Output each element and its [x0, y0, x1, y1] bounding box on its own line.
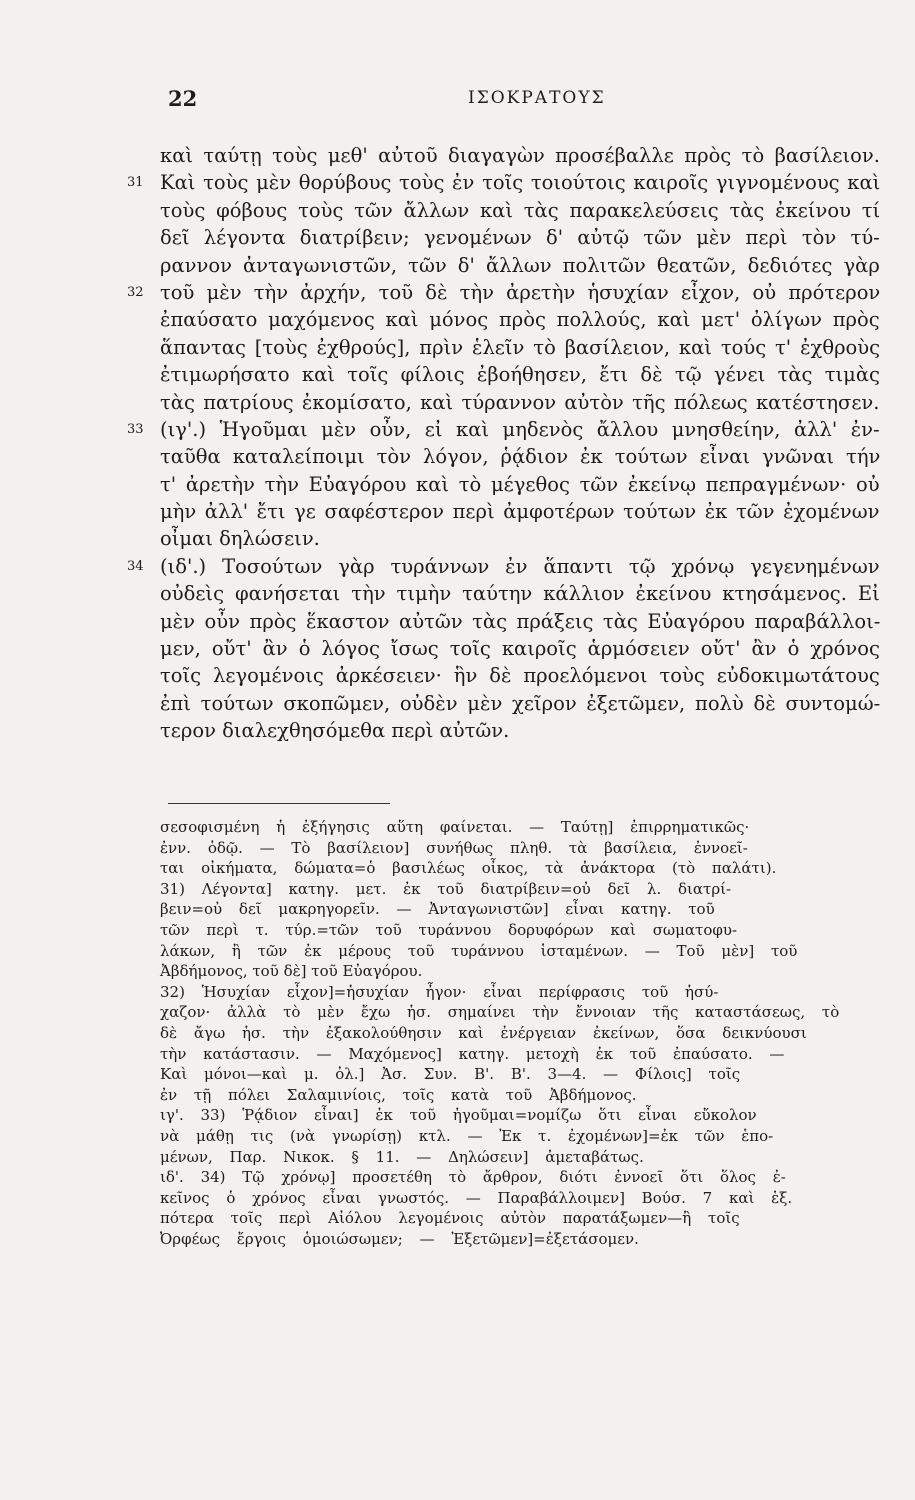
section-number: 31 — [127, 175, 144, 191]
footnote-line: 31) Λέγοντα] κατηγ. μετ. ἐκ τοῦ διατρίβειν=οὐ δεῖ λ. διατρί- — [160, 879, 732, 898]
text-line — [127, 553, 890, 580]
line-text: οἶμαι δηλώσειν. — [160, 527, 320, 551]
footnote-line: ται οἰκήματα, δώματα=ὁ βασιλέως οἶκος, τὰ ἀνάκτορα (τὸ παλάτι). — [160, 859, 777, 878]
footnote-line: 32) Ἡσυχίαν εἶχον]=ἡσυχίαν ἦγον· εἶναι περίφρασις τοῦ ἡσύ- — [160, 982, 719, 1001]
line-text: (ιδ'.) Τοσούτων γὰρ τυράννων ἐν ἅπαντι τῷ χρόνῳ γεγενημένων — [160, 554, 880, 578]
text-line — [127, 169, 890, 196]
footnotes — [160, 817, 890, 1249]
section-number: 34 — [127, 558, 144, 574]
footnote-line: νὰ μάθῃ τις (νὰ γνωρίσῃ) κτλ. — Ἐκ τ. ἐχομένων]=ἐκ τῶν ἑπο- — [160, 1126, 774, 1145]
footnote-line: τῶν περὶ τ. τύρ.=τῶν τοῦ τυράννου δορυφόρων καὶ σωματοφυ- — [160, 920, 738, 939]
line-text: μὲν οὖν πρὸς ἕκαστον αὐτῶν τὰς πράξεις τὰς Εὐαγόρου παραβάλλοι- — [160, 609, 881, 633]
footnote-line: ἐν τῇ πόλει Σαλαμινίοις, τοῖς κατὰ τοῦ Ἀβδήμονος. — [160, 1085, 637, 1104]
line-text: τ' ἀρετὴν τὴν Εὐαγόρου καὶ τὸ μέγεθος τῶν ἐκείνῳ πεπραγμένων· οὐ — [160, 472, 880, 496]
text-line — [160, 608, 890, 635]
line-text: ἐπὶ τούτων σκοπῶμεν, οὐδὲν μὲν χεῖρον ἐξετῶμεν, πολὺ δὲ συντομώ- — [160, 691, 881, 715]
footnote-line: Καὶ μόνοι—καὶ μ. ὀλ.] Ἀσ. Συν. Β'. Β'. 3—4. — Φίλοις] τοῖς — [160, 1065, 741, 1084]
text-line — [160, 471, 890, 498]
line-text: ραννον ἀνταγωνιστῶν, τῶν δ' ἄλλων πολιτῶν θεατῶν, δεδιότες γὰρ — [160, 253, 880, 277]
text-line — [160, 224, 890, 251]
footnote-rule — [168, 803, 390, 804]
page-header — [168, 86, 883, 116]
footnote-line: χαζον· ἀλλὰ τὸ μὲν ἔχω ἡσ. σημαίνει τὴν ἔννοιαν τῆς καταστάσεως, τὸ — [160, 1003, 840, 1022]
line-text: Καὶ τοὺς μὲν θορύβους τοὺς ἐν τοῖς τοιούτοις καιροῖς γιγνομένους καὶ — [160, 171, 881, 195]
text-line — [160, 580, 890, 607]
footnote-line: βειν=οὐ δεῖ μακρηγορεῖν. — Ἀνταγωνιστῶν] εἶναι κατηγ. τοῦ — [160, 900, 715, 919]
line-text: ταῦθα καταλείποιμι τὸν λόγον, ῥᾴδιον ἐκ τούτων εἶναι γνῶναι τήν — [160, 445, 881, 469]
line-text: τὰς πατρίους ἐκομίσατο, καὶ τύραννον αὐτὸν τῆς πόλεως κατέστησεν. — [160, 390, 880, 414]
text-line — [160, 498, 890, 525]
footnote-line: λάκων, ἢ τῶν ἐκ μέρους τοῦ τυράννου ἱσταμένων. — Τοῦ μὲν] τοῦ — [160, 941, 798, 960]
text-line — [160, 197, 890, 224]
footnote-line: ιγ'. 33) Ῥᾴδιον εἶναι] ἐκ τοῦ ἡγοῦμαι=νομίζω ὅτι εἶναι εὔκολον — [160, 1106, 757, 1125]
line-text: ἐπαύσατο μαχόμενος καὶ μόνος πρὸς πολλούς, καὶ μετ' ὀλίγων πρὸς — [160, 308, 880, 332]
line-text: τοῖς λεγομένοις ἀρκέσειεν· ἣν δὲ προελόμενοι τοὺς εὐδοκιμωτάτους — [160, 664, 880, 688]
line-text: ἐτιμωρήσατο καὶ τοῖς φίλοις ἐβοήθησεν, ἔτι δὲ τῷ γένει τὰς τιμὰς — [160, 363, 880, 387]
footnote-line: πότερα τοῖς περὶ Αἰόλου λεγομένοις αὐτὸν παρατάξωμεν—ἢ τοῖς — [160, 1209, 740, 1228]
text-line — [160, 443, 890, 470]
line-text: ἅπαντας [τοὺς ἐχθρούς], πρὶν ἑλεῖν τὸ βασίλειον, καὶ τούς τ' ἐχθροὺς — [160, 335, 881, 359]
text-line — [160, 690, 890, 717]
line-text: (ιγ'.) Ἡγοῦμαι μὲν οὖν, εἰ καὶ μηδενὸς ἄλλου μνησθείην, ἀλλ' ἐν- — [160, 417, 880, 441]
running-head: ΙΣΟΚΡΑΤΟΥΣ — [468, 88, 606, 108]
text-line — [160, 142, 890, 169]
line-text: οὐδεὶς φανήσεται τὴν τιμὴν ταύτην κάλλιον ἐκείνου κτησάμενος. Εἰ — [160, 582, 880, 606]
line-text: μεν, οὔτ' ἂν ὁ λόγος ἴσως τοῖς καιροῖς ἁρμόσειεν οὔτ' ἂν ὁ χρόνος — [160, 637, 880, 661]
footnote-line: Ὀρφέως ἔργοις ὁμοιώσωμεν; — Ἐξετῶμεν]=ἐξετάσομεν. — [160, 1229, 639, 1248]
page-number: 22 — [168, 86, 198, 111]
line-text: καὶ ταύτῃ τοὺς μεθ' αὐτοῦ διαγαγὼν προσέβαλλε πρὸς τὸ βασίλειον. — [160, 144, 880, 167]
text-line — [160, 717, 890, 744]
footnote-line: μένων, Παρ. Νικοκ. § 11. — Δηλώσειν] ἀμεταβάτως. — [160, 1147, 644, 1166]
text-line — [160, 252, 890, 279]
line-text: δεῖ λέγοντα διατρίβειν; γενομένων δ' αὐτῷ τῶν μὲν περὶ τὸν τύ- — [160, 226, 880, 250]
footnote-line: κεῖνος ὁ χρόνος εἶναι γνωστός. — Παραβάλλοιμεν] Βούσ. 7 καὶ ἑξ. — [160, 1188, 793, 1207]
section-number: 33 — [127, 421, 144, 437]
footnote-line: ιδ'. 34) Τῷ χρόνῳ] προσετέθη τὸ ἄρθρον, διότι ἐννοεῖ ὅτι ὅλος ἐ- — [160, 1168, 786, 1187]
text-line — [160, 662, 890, 689]
text-line — [160, 635, 890, 662]
text-line — [127, 416, 890, 443]
text-line — [160, 361, 890, 388]
footnote-line: δὲ ἄγω ἡσ. τὴν ἐξακολούθησιν καὶ ἐνέργειαν ἐκείνων, ὅσα δεικνύουσι — [160, 1023, 807, 1042]
line-text: τοῦ μὲν τὴν ἀρχήν, τοῦ δὲ τὴν ἀρετὴν ἡσυχίαν εἶχον, οὐ πρότερον — [160, 280, 881, 304]
text-line — [160, 334, 890, 361]
text-line — [160, 525, 890, 552]
line-text: τερον διαλεχθησόμεθα περὶ αὐτῶν. — [160, 719, 510, 743]
line-text: μὴν ἀλλ' ἔτι γε σαφέστερον περὶ ἀμφοτέρων τούτων ἐκ τῶν ἐχομένων — [160, 500, 880, 524]
line-text: τοὺς φόβους τοὺς τῶν ἄλλων καὶ τὰς παρακελεύσεις τὰς ἐκείνου τί — [160, 198, 881, 222]
text-line — [127, 279, 890, 306]
footnote-line: ἐνν. ὁδῷ. — Τὸ βασίλειον] συνήθως πληθ. τὰ βασίλεια, ἐννοεῖ- — [160, 838, 748, 857]
footnote-line: Ἀβδήμονος, τοῦ δὲ] τοῦ Εὐαγόρου. — [160, 962, 423, 981]
text-line — [160, 306, 890, 333]
section-number: 32 — [127, 284, 144, 300]
main-text — [127, 142, 890, 745]
footnote-line: σεσοφισμένη ἡ ἐξήγησις αὕτη φαίνεται. — Ταύτῃ] ἐπιρρηματικῶς· — [160, 818, 750, 836]
text-line — [160, 389, 890, 416]
footnote-line: τὴν κατάστασιν. — Μαχόμενος] κατηγ. μετοχὴ ἐκ τοῦ ἐπαύσατο. — — [160, 1044, 785, 1063]
